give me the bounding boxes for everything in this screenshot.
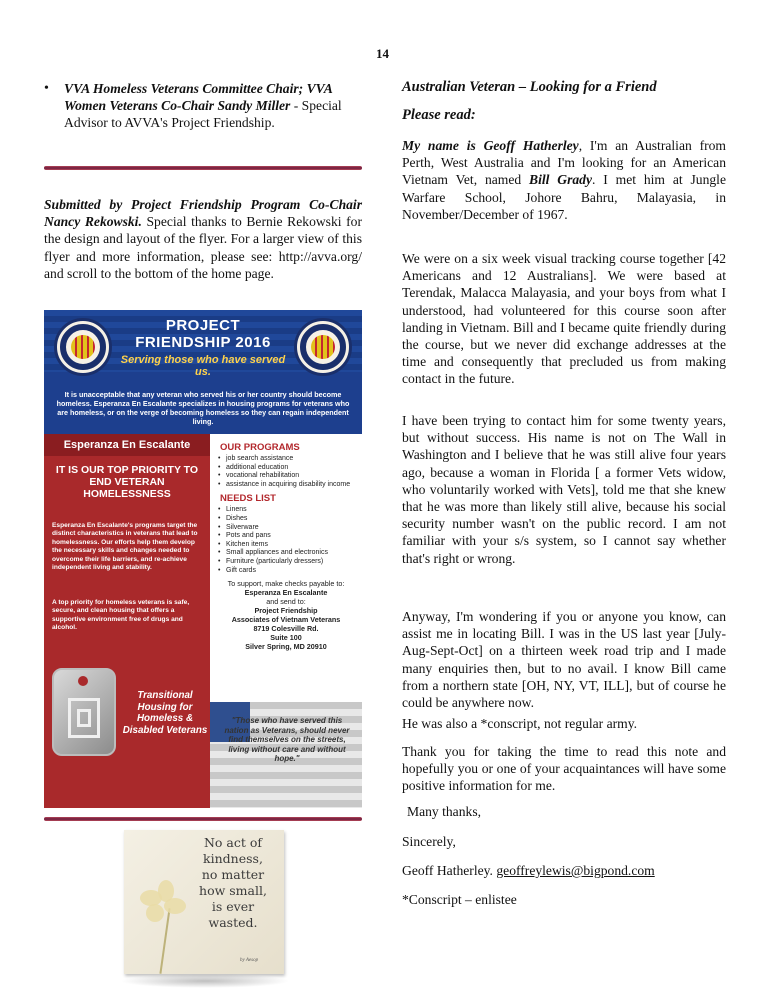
article-paragraph [402, 137, 726, 223]
please-read-label: Please read: [402, 107, 476, 123]
footnote: *Conscript – enlistee [402, 892, 517, 907]
flyer-title-line1: PROJECT [165, 317, 241, 334]
bullet-item [44, 80, 364, 132]
list-item: • assistance in acquiring disability income [218, 481, 362, 490]
article-paragraph: Thank you for taking the time to read this note and hopefully you or one of your acquaintances will have some positive information for me. [402, 744, 726, 794]
article-paragraph: He was also a *conscript, not regular army. [402, 716, 638, 731]
article-paragraph: Anyway, I'm wondering if you or anyone you know, can assist me in locating Bill. I was in the US last year [July-Aug-Sept-Oct] on a thirteen week road trip and I made many enquiries then, but to no avail. I know Bill came from a northern state [OH, NY, VT, ILL], but of course he could be anywhere now. [402, 609, 726, 711]
housing-description: A top priority for homeless veterans is safe, secure, and clean housing that offers a supportive environment free of drugs and alcohol. [52, 599, 190, 632]
project-friendship-flyer [44, 310, 362, 808]
flyer-tagline: Serving those who have served us. [120, 354, 286, 378]
flower-petal [146, 904, 164, 922]
flyer-header [44, 310, 362, 434]
signature-line [402, 862, 726, 879]
address-line: Silver Spring, MD 20910 [245, 642, 327, 652]
support-block [210, 579, 362, 651]
flyer-quote: "Those who have served this nation as Veterans, should never find themselves on the streets, living without care and without hope." [224, 716, 350, 764]
divider-rule [44, 817, 362, 821]
address-line: Project Friendship [254, 606, 318, 616]
kindness-text [188, 835, 278, 931]
submitted-bold-text: Submitted by Project Friendship Program Co-Chair Nancy Rekowski. [44, 197, 362, 230]
quote-line: No act of [203, 835, 263, 850]
flyer-right-panel [210, 434, 362, 700]
closing-sincerely: Sincerely, [402, 834, 456, 849]
flyer-left-panel [44, 434, 210, 762]
bullet-text: - Special Advisor to AVVA's Project Friendship. [64, 98, 342, 131]
article-paragraph: We were on a six week visual tracking course together [42 Americans and 12 Australians]. We were based at Terendak, Malacca Malayasia, and your boys from what I understood, had volunteered for this course soon after landing in Vietnam. Bill and I became quite friendly during the course, but we never did exchange addresses at the time and consequently that precluded us from making contact in the future. [402, 251, 726, 387]
programs-heading: OUR PROGRAMS [220, 442, 300, 453]
address-line: Suite 100 [270, 633, 302, 643]
vva-seal-icon [294, 318, 352, 376]
friend-name: Bill Grady [529, 172, 593, 188]
list-item: • Small appliances and electronics [218, 549, 362, 558]
list-item: • job search assistance [218, 455, 362, 464]
quote-card [124, 830, 284, 974]
flyer-quote-panel [210, 702, 362, 808]
transitional-housing-label: Transitional Housing for Homeless & Disabled Veterans [122, 690, 208, 736]
paragraph-text: . I met him at Jungle Warfare School, Johore Bahru, Malayasia, in November/December of 1967. [402, 172, 726, 222]
submitted-paragraph [44, 196, 362, 282]
programs-description: Esperanza En Escalante's programs target the distinct characteristics in veterans that lead to homelessness. Our efforts help them develop the necessary skills and changes needed to overcome their life barriers, and re-achieve independent living and stability. [52, 522, 198, 572]
kindness-quote-image [120, 828, 290, 988]
support-intro: To support, make checks payable to: [227, 579, 345, 589]
signature-name: Geoff Hatherley. [402, 863, 497, 878]
list-item: • Linens [218, 506, 362, 515]
flyer-intro: It is unacceptable that any veteran who served his or her country should become homeless. Esperanza En Escalante specializes in housing programs for veterans who are homeless, or on the verge of becoming homeless so they can regain independent living. [56, 390, 350, 426]
image-shadow [120, 974, 290, 988]
bullet-bold-text: VVA Homeless Veterans Committee Chair; VVA Women Veterans Co-Chair Sandy Miller [64, 81, 333, 114]
quote-line: how small, [199, 883, 267, 898]
bullet-dot: • [44, 81, 49, 96]
page-number: 14 [376, 46, 389, 61]
vva-seal-icon [54, 318, 112, 376]
list-item: • Furniture (particularly dressers) [218, 558, 362, 567]
support-send: and send to: [266, 597, 306, 607]
article-paragraph: I have been trying to contact him for some twenty years, but without success. His name is not on The Wall in Washington and I believe that he was still alive four years ago, because a woman in Florida [ a former Vets widow, who voluntarily worked with Vets], told me that she knew that he was more than likely still alive, because his social security number wasn't on the public record. I am not familiar with your s/s system, so I cannot say whether that's right or wrong. [402, 413, 726, 566]
list-item: • Dishes [218, 515, 362, 524]
programs-list [218, 455, 362, 489]
flyer-footer [44, 762, 210, 808]
address-line: Associates of Vietnam Veterans [231, 615, 341, 625]
list-item: • vocational rehabilitation [218, 472, 362, 481]
esperanza-heading: Esperanza En Escalante [44, 434, 210, 456]
flyer-title-line2: FRIENDSHIP 2016 [135, 334, 271, 351]
quote-line: wasted. [208, 915, 258, 930]
email-link[interactable]: geoffreylewis@bigpond.com [496, 863, 655, 878]
needs-list [218, 506, 362, 575]
dog-tag-icon [52, 668, 116, 756]
priority-heading: IT IS OUR TOP PRIORITY TO END VETERAN HOMELESSNESS [55, 464, 199, 500]
paragraph-text: , I'm an Australian from Perth, West Australia and I'm looking for an American Vietnam Vet, named [402, 138, 726, 188]
article-title: Australian Veteran – Looking for a Friend [402, 79, 657, 95]
closing-thanks: Many thanks, [407, 804, 482, 819]
needs-heading: NEEDS LIST [220, 493, 276, 505]
list-item: • Kitchen items [218, 541, 362, 550]
quote-line: no matter [201, 867, 265, 882]
list-item: • Silverware [218, 524, 362, 533]
quote-line: kindness, [203, 851, 263, 866]
flower-petal [164, 898, 186, 914]
quote-line: is ever [211, 899, 255, 914]
support-org: Esperanza En Escalante [244, 588, 328, 598]
list-item: • additional education [218, 464, 362, 473]
quote-attribution: by Aesop [240, 958, 259, 963]
author-name: My name is Geoff Hatherley [402, 138, 579, 153]
address-line: 8719 Colesville Rd. [253, 624, 319, 634]
list-item: • Pots and pans [218, 532, 362, 541]
submitted-text: Special thanks to Bernie Rekowski for the design and layout of the flyer. For a larger view of this flyer and more information, please see: http://avva.org/ and scroll to the bottom of the home page. [44, 214, 362, 281]
divider-rule [44, 166, 362, 170]
list-item: • Gift cards [218, 567, 362, 576]
